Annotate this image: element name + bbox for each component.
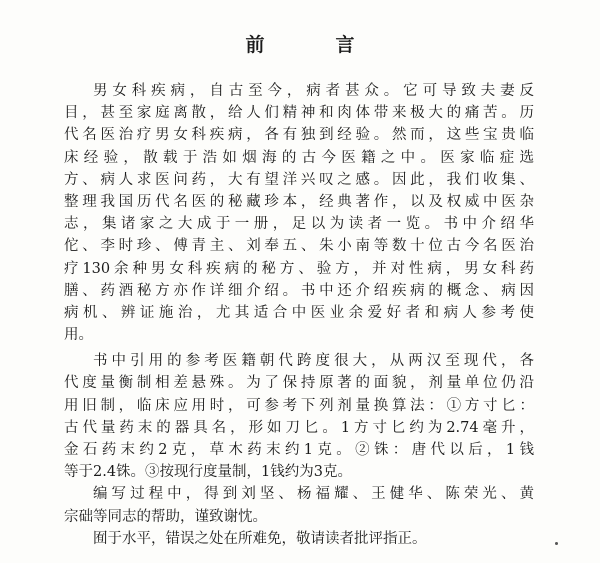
page-title: 前 言 [245,34,381,56]
text-line: 用旧制，临床应用时，可参考下列剂量换算法：①方寸匕： [64,397,534,414]
paragraph-1 [64,80,534,346]
paragraph-3 [64,483,534,527]
text-line: 床经验，散载于浩如烟海的古今医籍之中。医家临症选 [64,149,534,166]
text-line: 疗130余种男女科疾病的秘方、验方，并对性病，男女科药 [64,260,534,277]
text-line: 代名医治疗男女科疾病，各有独到经验。然而，这些宝贵临 [64,127,534,144]
text-line: 病机、辨证施治，尤其适合中医业余爱好者和病人参考使 [64,304,534,321]
text-line: 方、病人求医问药，大有望洋兴叹之感。因此，我们收集、 [64,171,534,188]
text-line: 用。 [64,327,93,344]
preface-body [64,80,534,550]
text-line: 代度量衡制相差悬殊。为了保持原著的面貌，剂量单位仍沿 [64,375,534,392]
text-line: 宗础等同志的帮助，谨致谢忱。 [64,508,267,525]
text-line: 目，甚至家庭离散，给人们精神和肉体带来极大的痛苦。历 [64,105,534,122]
text-line: 古代量药末的器具名，形如刀匕。1方寸匕约为2.74毫升， [64,419,534,436]
text-line: 书中引用的参考医籍朝代跨度很大，从两汉至现代，各 [93,353,534,370]
text-line: 膳、药酒秘方亦作详细介绍。书中还介绍疾病的概念、病因 [64,282,534,299]
text-line: 金石药末约2克，草木药末约1克。②铢：唐代以后，1钱 [64,442,534,458]
scan-speck [555,542,558,545]
text-line: 佗、李时珍、傅青主、刘奉五、朱小南等数十位古今名医治 [64,238,534,255]
text-line: 囿于水平，错误之处在所难免，敬请读者批评指正。 [93,530,427,547]
text-line: 男女科疾病，自古至今，病者甚众。它可导致夫妻反 [93,83,534,99]
paragraph-2 [64,350,534,483]
paragraph-4 [64,528,534,550]
text-line: 编写过程中，得到刘坚、杨福耀、王健华、陈荣光、黄 [93,486,534,503]
text-line: 整理我国历代名医的秘藏珍本，经典著作，以及权威中医杂 [64,193,534,210]
text-line: 志，集诸家之大成于一册，足以为读者一览。书中介绍华 [64,216,534,233]
text-line: 等于2.4铢。③按现行度量制，1钱约为3克。 [64,464,353,481]
